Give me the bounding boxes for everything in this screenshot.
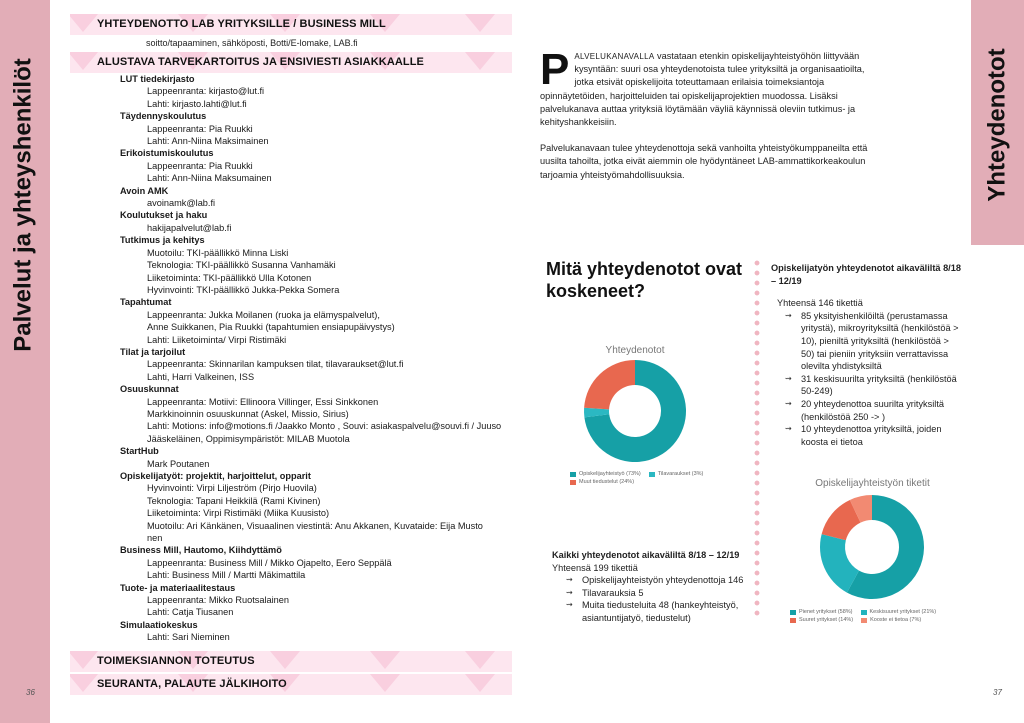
- intro-text: [540, 45, 870, 182]
- stats-item: [552, 599, 747, 624]
- contact-category: Opiskelijatyöt: projektit, harjoittelut, opparit: [120, 471, 311, 481]
- contact-category: LUT tiedekirjasto: [120, 74, 195, 84]
- chart-opiskelijayhteistyon-tiketit: [780, 478, 965, 623]
- contact-line: Liiketoiminta: TKI-päällikkö Ulla Kotonen: [147, 272, 312, 283]
- legend-item: [570, 479, 634, 485]
- contact-category: Avoin AMK: [120, 185, 169, 196]
- stats-item: [771, 373, 961, 398]
- donut-chart: [780, 489, 965, 604]
- stats-item-text: Muita tiedusteluita 48 (hankeyhteistyö, asiantuntijatyö, tiedustelut): [582, 600, 739, 623]
- legend-label: Keskisuuret yritykset (21%): [869, 609, 937, 615]
- contact-line: Lahti: Sari Nieminen: [147, 632, 230, 643]
- eye-bullet-icon: ⇝: [785, 373, 792, 383]
- contact-line: Muotoilu: TKI-päällikkö Minna Liski: [147, 247, 289, 258]
- contact-line: Lappeenranta: kirjasto@lut.fi: [147, 86, 265, 97]
- intro-paragraph-2: Palvelukanavaan tulee yhteydenottoja sekä vanhoilta yhteistyökumppaneilta että uusilta tahoilta, jotka eivät aiemmin ole hyödyntäneet LAB-ammattikorkeakoulun tarjoamia yhteistyömahdollisuuksia.: [540, 143, 868, 180]
- legend-label: Kooste ei tietoa (7%): [870, 617, 922, 623]
- contact-line: Lahti: Motions: info@motions.fi /Jaakko Monto , Souvi: asiakaspalvelu@souvi.fi / Juuso: [147, 421, 502, 432]
- stats-item: [771, 423, 961, 448]
- contact-line: Teknologia: TKI-päällikkö Susanna Vanhamäki: [147, 260, 336, 271]
- contact-line: avoinamk@lab.fi: [147, 198, 216, 209]
- eye-bullet-icon: ⇝: [566, 587, 573, 597]
- legend-item: [861, 609, 937, 615]
- donut-chart: [560, 356, 710, 466]
- band-execution-title: TOIMEKSIANNON TOTEUTUS: [97, 655, 255, 667]
- legend-swatch: [570, 472, 576, 477]
- contact-line: Lahti: Liiketoiminta/ Virpi Ristimäki: [147, 334, 287, 345]
- legend-swatch: [861, 618, 867, 623]
- stats-list: [552, 574, 747, 624]
- stats-total: Yhteensä 146 tikettiä: [777, 298, 863, 309]
- contact-line: Lahti, Harri Valkeinen, ISS: [147, 371, 255, 382]
- contact-line: Teknologia: Tapani Heikkilä (Rami Kivinen): [147, 495, 321, 506]
- section-title: Mitä yhteydenotot ovat koskeneet?: [546, 259, 743, 301]
- intro-paragraph-1: [540, 45, 870, 129]
- right-side-title: Yhteydenotot: [983, 48, 1011, 202]
- legend-item: [790, 617, 853, 623]
- contact-line: Markkinoinnin osuuskunnat (Askel, Missio, Sirius): [147, 408, 349, 419]
- dropcap: P: [540, 45, 570, 94]
- contact-line: Mark Poutanen: [147, 458, 210, 469]
- band-followup: [70, 674, 512, 695]
- stats-item-text: Tilavarauksia 5: [582, 587, 644, 598]
- contact-category: Tuote- ja materiaalitestaus: [120, 582, 236, 593]
- legend-item: [790, 609, 853, 615]
- intro-lead: ALVELUKANAVALLA: [574, 52, 655, 61]
- left-side-tab: [0, 0, 50, 723]
- legend-swatch: [790, 610, 796, 615]
- legend-label: Pienet yritykset (58%): [799, 609, 853, 615]
- legend-label: Muut tiedustelut (24%): [579, 479, 635, 485]
- right-page-number: 37: [993, 688, 1002, 697]
- band-contact-subtitle: soitto/tapaaminen, sähköposti, Botti/E-lomake, LAB.fi: [146, 38, 358, 48]
- left-side-title: Palvelut ja yhteyshenkilöt: [10, 58, 37, 352]
- band-contact-title: YHTEYDENOTTO LAB YRITYKSILLE / BUSINESS MILL: [97, 18, 386, 30]
- contact-line: Hyvinvointi: TKI-päällikkö Jukka-Pekka Somera: [147, 284, 340, 295]
- eye-bullet-icon: ⇝: [785, 398, 792, 408]
- contact-line: Lahti: Catja Tiusanen: [147, 607, 234, 618]
- donut-slice-muut-tiedustelut: [584, 360, 635, 409]
- eye-bullet-icon: ⇝: [566, 600, 573, 610]
- contact-line: Jääskeläinen, Oppimisympäristöt: MILAB Muotola: [147, 433, 350, 444]
- stats-total: Yhteensä 199 tikettiä: [552, 562, 638, 573]
- contact-category: StartHub: [120, 446, 159, 457]
- chart-title: Yhteydenotot: [605, 345, 665, 356]
- contact-line: Anne Suikkanen, Pia Ruukki (tapahtumien ensiapupäivystys): [147, 322, 395, 333]
- stats-item-text: 20 yhteydenottoa suurilta yrityksiltä (henkilöstöä 250 -> ): [801, 398, 944, 422]
- band-execution: [70, 651, 512, 672]
- contact-line: Lappeenranta: Mikko Ruotsalainen: [147, 595, 289, 606]
- contact-category: Simulaatiokeskus: [120, 619, 198, 630]
- contact-line: nen: [147, 533, 163, 544]
- contact-category: Business Mill, Hautomo, Kiihdyttämö: [120, 545, 282, 556]
- contact-line: Lappeenranta: Pia Ruukki: [147, 123, 253, 134]
- contact-category: Osuuskunnat: [120, 384, 179, 395]
- contact-line: Lappeenranta: Business Mill / Mikko Ojapelto, Eero Seppälä: [147, 557, 392, 568]
- legend-label: Suuret yritykset (14%): [799, 617, 854, 623]
- legend-item: [861, 617, 921, 623]
- stats-item: [771, 398, 961, 423]
- contact-line: Lappeenranta: Motiivi: Ellinoora Villinger, Essi Sinkkonen: [147, 396, 379, 407]
- band-survey-title: ALUSTAVA TARVEKARTOITUS JA ENSIVIESTI ASIAKKAALLE: [97, 56, 424, 68]
- stats-item-text: 31 keskisuurilta yrityksiltä (henkilöstöä 50-249): [801, 373, 957, 397]
- contact-line: Lahti: Business Mill / Martti Mäkimattila: [147, 570, 306, 581]
- contact-category: Koulutukset ja haku: [120, 210, 208, 221]
- chart-legend: [780, 609, 965, 623]
- stats-item-text: Opiskelijayhteistyön yhteydenottoja 146: [582, 575, 744, 586]
- legend-item: [649, 471, 704, 477]
- stats-item: [552, 587, 747, 600]
- band-contact: [70, 14, 512, 35]
- stats-item-text: 85 yksityishenkilöiltä (perustamassa yritystä), mikroyrityksiltä (henkilöstöä > 10), pieniltä yrityksiltä (henkilöstöä > 50) tai pieniin yrityksiin verrattavissa olevilta yhdistyksiltä: [801, 310, 959, 372]
- contact-category: Tapahtumat: [120, 297, 172, 308]
- chart-legend: [560, 471, 710, 485]
- eye-bullet-icon: ⇝: [785, 424, 792, 434]
- stats-item-text: 10 yhteydenottoa yrityksiltä, joiden koosta ei tietoa: [801, 424, 942, 447]
- contact-line: Lahti: Ann-Niina Maksumainen: [147, 173, 272, 184]
- stats-heading: Kaikki yhteydenotot aikaväliltä 8/18 – 12/19: [552, 550, 740, 560]
- legend-swatch: [649, 472, 655, 477]
- contact-line: Lappeenranta: Skinnarilan kampuksen tilat, tilavaraukset@lut.fi: [147, 359, 404, 370]
- contact-line: Hyvinvointi: Virpi Liljeström (Pirjo Huovila): [147, 483, 317, 494]
- contact-line: Liiketoiminta: Virpi Ristimäki (Miika Kuusisto): [147, 508, 330, 519]
- contact-line: hakijapalvelut@lab.fi: [147, 222, 232, 233]
- stats-item: [552, 574, 747, 587]
- chart-title: Opiskelijayhteistyön tiketit: [815, 478, 930, 489]
- contact-line: Muotoilu: Ari Känkänen, Visuaalinen viestintä: Anu Akkanen, Kuvataide: Eija Musto: [147, 520, 483, 531]
- legend-label: Tilavaraukset (3%): [657, 471, 704, 477]
- legend-swatch: [790, 618, 796, 623]
- contact-line: Lahti: kirjasto.lahti@lut.fi: [147, 98, 247, 109]
- contact-list: [120, 73, 510, 644]
- stats-item: [771, 310, 961, 373]
- legend-label: Opiskelijayhteistyö (73%): [579, 471, 641, 477]
- left-page-number: 36: [26, 688, 35, 697]
- legend-swatch: [570, 480, 576, 485]
- eye-bullet-icon: ⇝: [785, 310, 792, 320]
- stats-list: [771, 310, 961, 449]
- legend-item: [570, 471, 641, 477]
- contact-line: Lappeenranta: Jukka Moilanen (ruoka ja elämyspalvelut),: [147, 309, 380, 320]
- eye-bullet-icon: ⇝: [566, 575, 573, 585]
- contact-category: Tilat ja tarjoilut: [120, 346, 186, 357]
- legend-swatch: [861, 610, 867, 615]
- contact-category: Tutkimus ja kehitys: [120, 235, 205, 246]
- stats-heading: Opiskelijatyön yhteydenotot aikaväliltä 8/18 – 12/19: [771, 263, 961, 286]
- stats-all-contacts: [552, 549, 747, 625]
- band-followup-title: SEURANTA, PALAUTE JÄLKIHOITO: [97, 678, 287, 690]
- contact-line: Lahti: Ann-Niina Maksimainen: [147, 136, 269, 147]
- band-survey: [70, 52, 512, 73]
- right-side-tab: [971, 0, 1024, 245]
- stats-student-contacts: [771, 262, 961, 448]
- chart-yhteydenotot: [560, 345, 710, 485]
- dotted-divider: [754, 258, 760, 618]
- contact-category: Täydennyskoulutus: [120, 111, 207, 122]
- contact-category: Erikoistumiskoulutus: [120, 148, 214, 159]
- intro-paragraph-1-text: vastataan etenkin opiskelijayhteistyöhön liittyvään kysyntään: suuri osa yhteydenotoista tulee yrityksiltä ja organisaatioilta, jotka etsivät opiskelijoita toteuttamaan erilaisia toimeksiantoja opinnäytetöiden, harjoitteluiden tai opiskelijaprojektien muodossa. Lisäksi palvelukanava auttaa yrityksiä löytämään väyliä käynnissä oleviin tutkimus- ja kehityshankkeisiin.: [540, 51, 865, 128]
- contact-line: Lappeenranta: Pia Ruukki: [147, 160, 253, 171]
